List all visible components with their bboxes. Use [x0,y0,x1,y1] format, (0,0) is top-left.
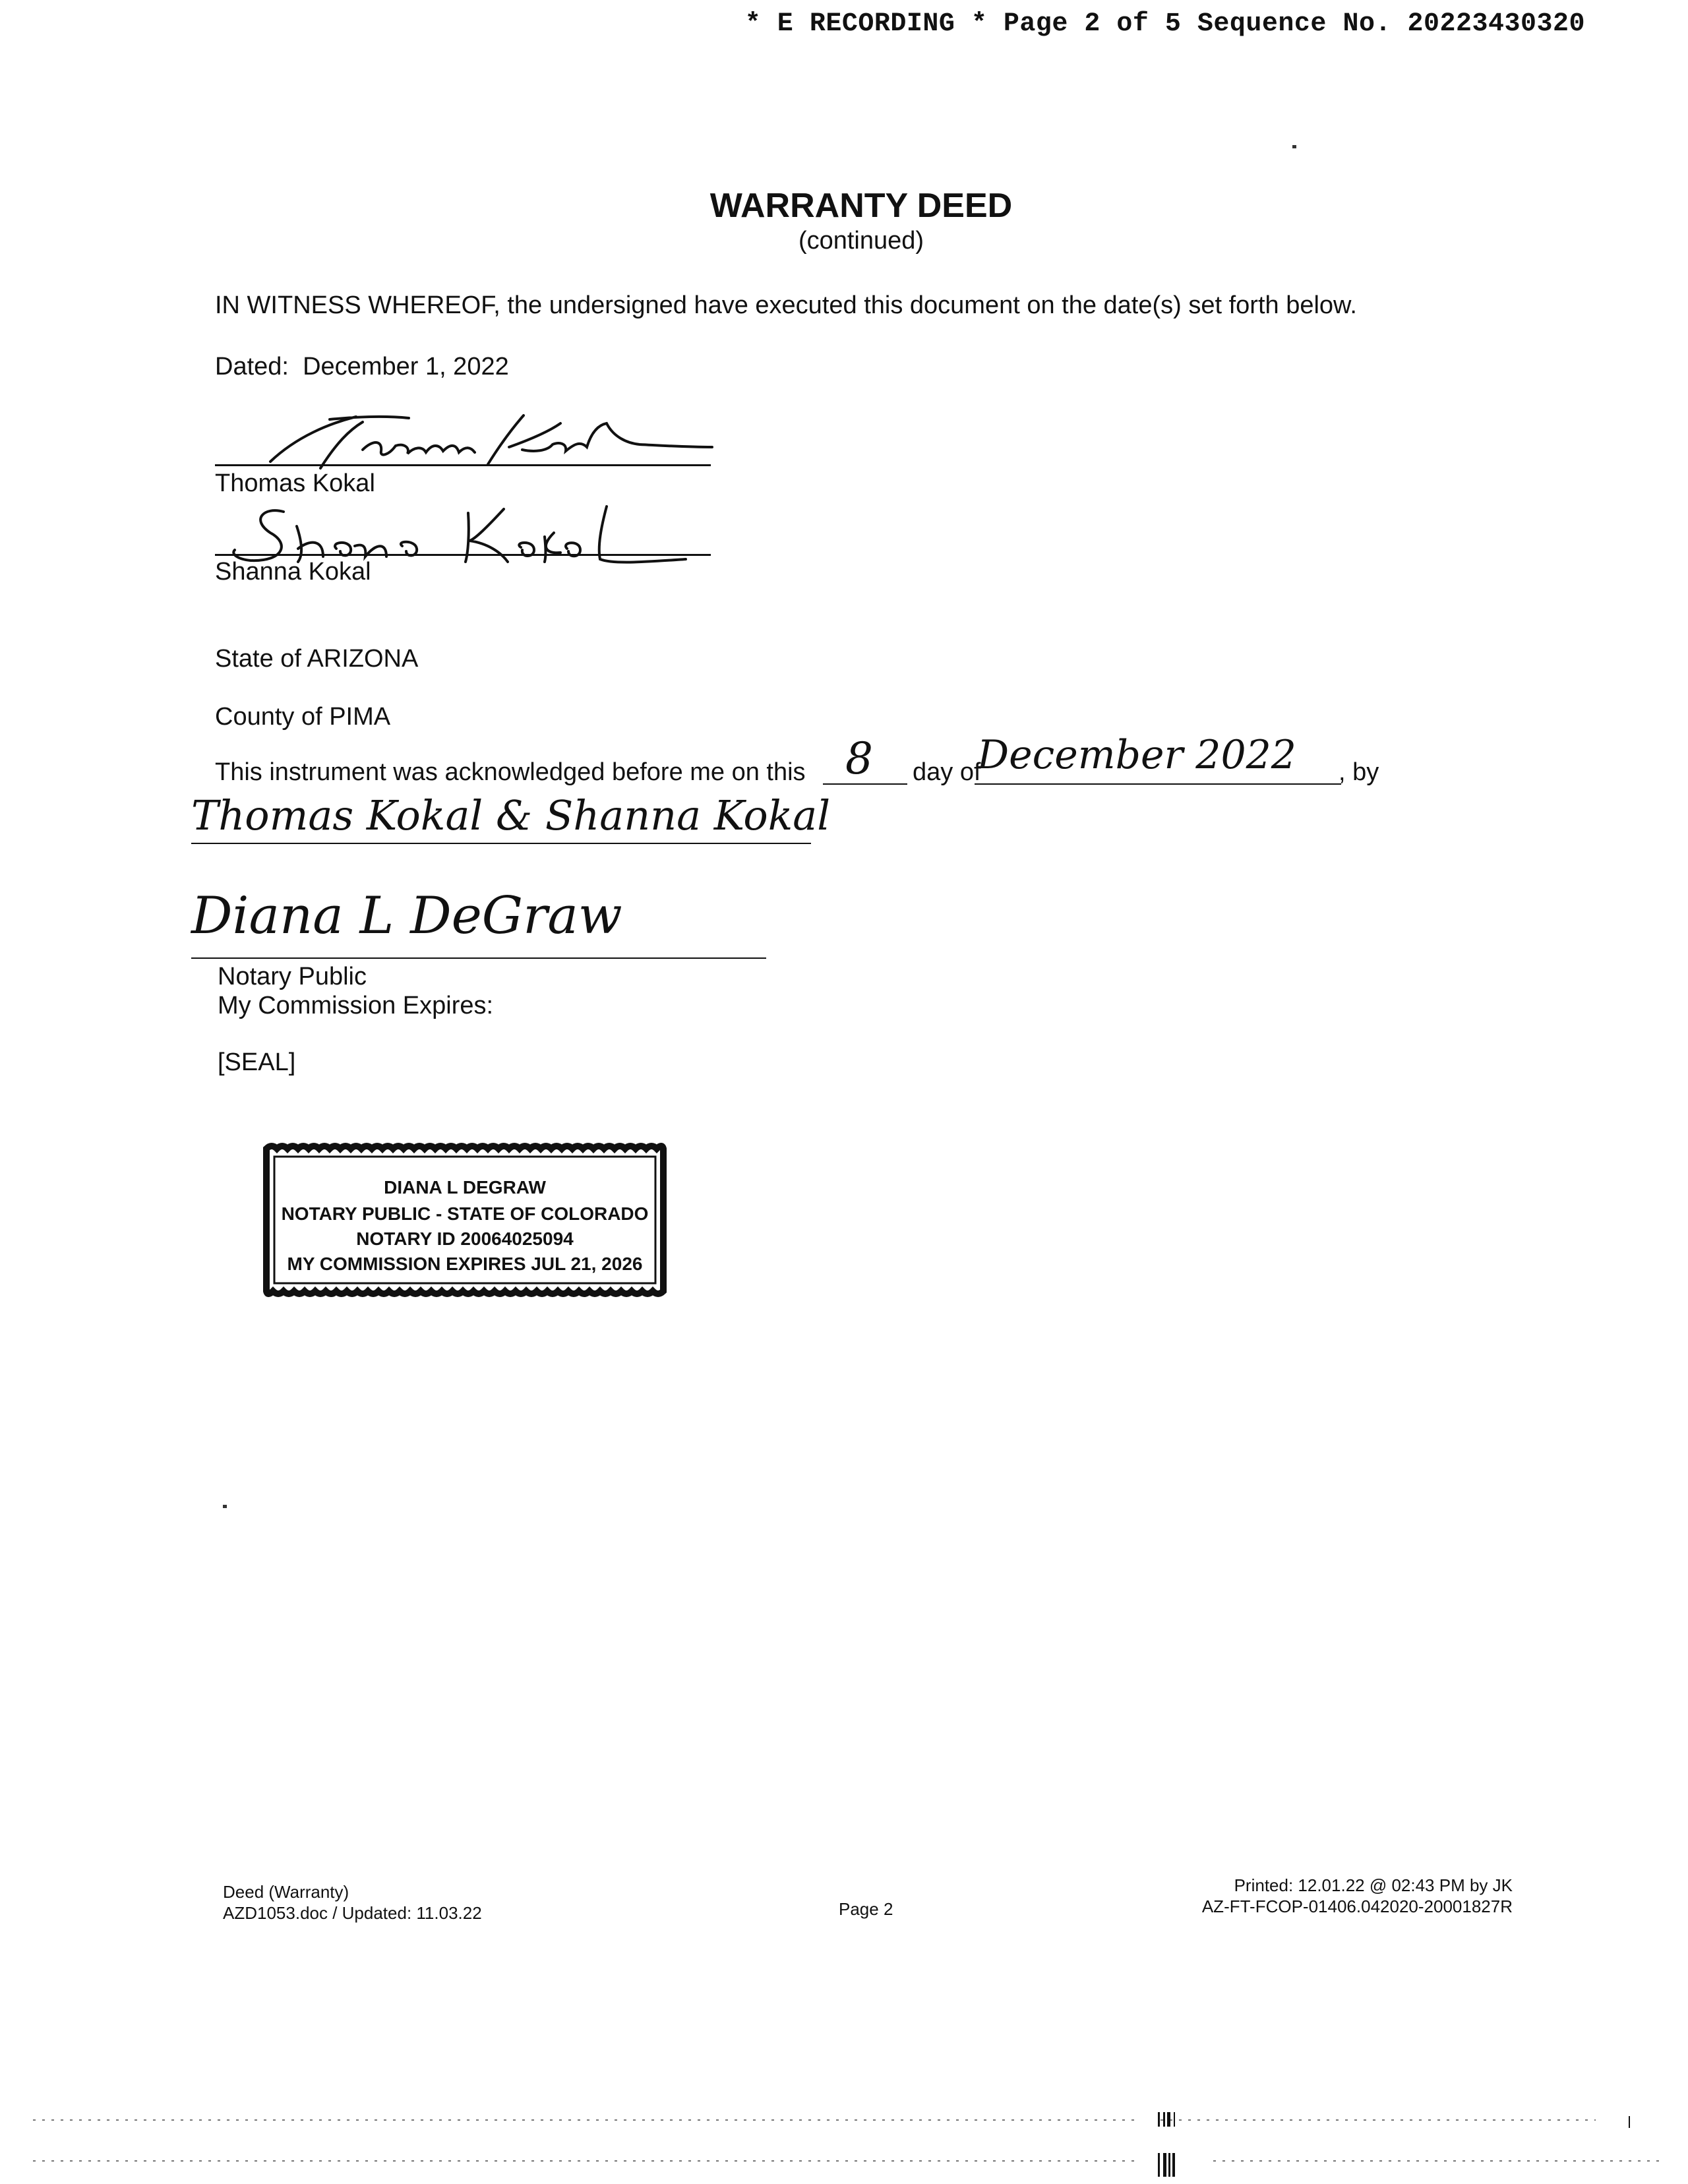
notary-stamp [258,1139,671,1300]
dated-label: Dated: [215,353,289,380]
day-underline [823,783,907,785]
footer-file-code: AZ-FT-FCOP-01406.042020-20001827R [1201,1896,1513,1916]
document-title: WARRANTY DEED [709,187,1013,225]
document-subtitle: (continued) [798,227,924,255]
footer-form-file: AZD1053.doc / Updated: 11.03.22 [223,1903,482,1923]
stamp-line-1: DIANA L DEGRAW [384,1177,546,1198]
dated-value: December 1, 2022 [303,353,509,380]
notary-signature-line [191,957,766,959]
commission-expires-label: My Commission Expires: [218,992,494,1019]
recording-header: * E RECORDING * Page 2 of 5 Sequence No. 20223430320 [744,9,1585,39]
witness-clause: IN WITNESS WHEREOF, the undersigned have executed this document on the date(s) set forth below. [215,291,1357,319]
notary-public-label: Notary Public [218,963,367,990]
footer-form-name: Deed (Warranty) [223,1882,349,1902]
day-of-label: day of [913,758,981,786]
scan-artifacts [26,2107,1662,2179]
footer-page: Page 2 [839,1899,893,1919]
acknowledged-signers: Thomas Kokal & Shanna Kokal [191,791,831,839]
scan-speck [1292,145,1296,148]
signer-1-name: Thomas Kokal [215,470,375,497]
month-underline [975,783,1341,785]
scan-speck [223,1505,227,1508]
county-line: County of PIMA [215,703,391,731]
stamp-line-3: NOTARY ID 20064025094 [356,1228,574,1249]
acknowledgment-day: 8 [845,733,873,784]
names-underline [191,843,811,844]
acknowledgment-month-year: December 2022 [977,732,1296,778]
signer-2-name: Shanna Kokal [215,558,371,586]
footer-printed: Printed: 12.01.22 @ 02:43 PM by JK [1234,1875,1513,1895]
seal-label: [SEAL] [218,1048,296,1076]
dated-line [215,353,509,381]
signature-line-1 [215,464,711,466]
state-line: State of ARIZONA [215,645,419,673]
stamp-line-2: NOTARY PUBLIC - STATE OF COLORADO [281,1203,649,1224]
by-label: , by [1339,758,1379,786]
signature-line-2 [215,554,711,556]
notary-signature: Diana L DeGraw [191,886,622,946]
acknowledgment-text: This instrument was acknowledged before me on this [215,758,806,786]
stamp-line-4: MY COMMISSION EXPIRES JUL 21, 2026 [287,1254,643,1274]
